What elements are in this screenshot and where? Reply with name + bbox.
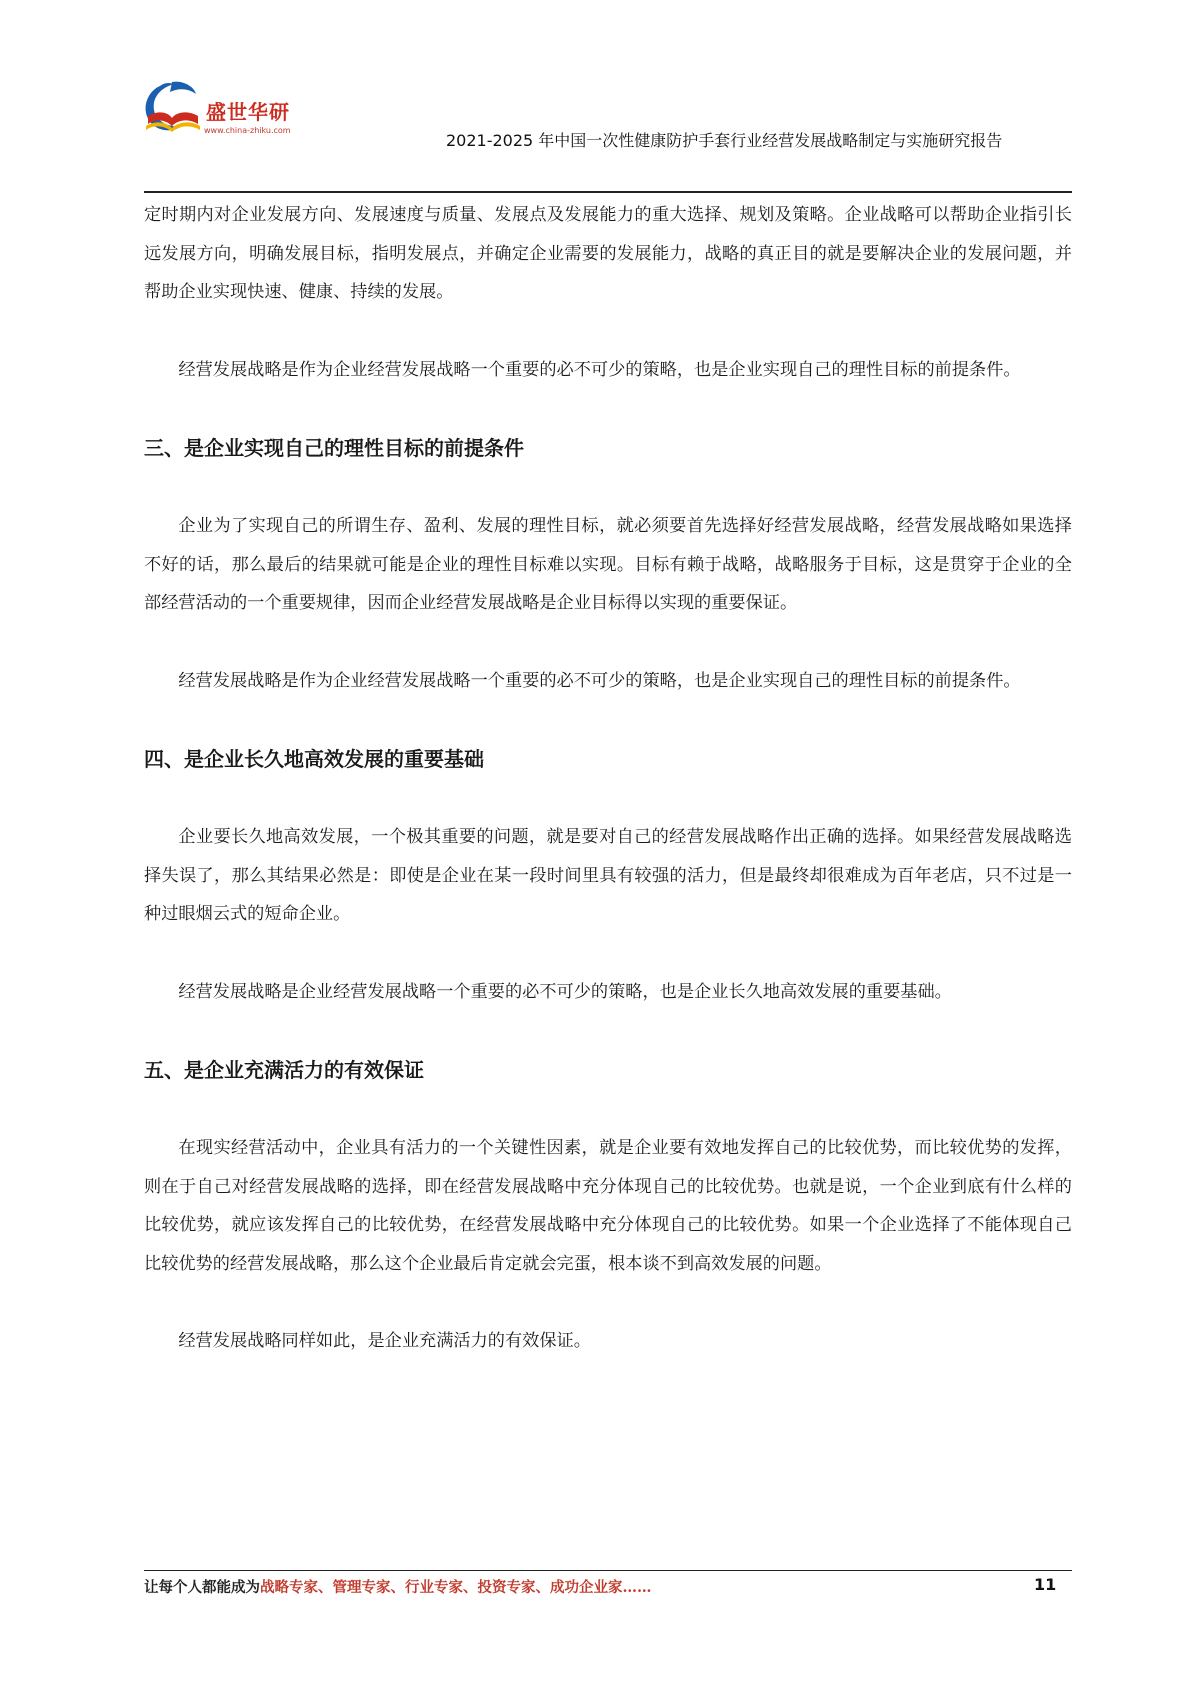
- page-number: 11: [1034, 1575, 1057, 1594]
- section-heading: 四、是企业长久地高效发展的重要基础: [144, 747, 484, 771]
- paragraph: 经营发展战略是企业经营发展战略一个重要的必不可少的策略，也是企业长久地高效发展的重要基础。: [178, 981, 952, 1002]
- page-body: [144, 196, 1072, 1361]
- paragraph: 企业为了实现自己的所谓生存、盈利、发展的理性目标，就必须要首先选择好经营发展战略，经营发展战略如果选择不好的话，那么最后的结果就可能是企业的理性目标难以实现。目标有赖于战略，战略服务于目标，这是贯穿于企业的全部经营活动的一个重要规律，因而企业经营发展战略是企业目标得以实现的重要保证。: [144, 516, 1072, 613]
- paragraph: 在现实经营活动中，企业具有活力的一个关键性因素，就是企业要有效地发挥自己的比较优势，而比较优势的发挥，则在于自己对经营发展战略的选择，即在经营发展战略中充分体现自己的比较优势。也就是说，一个企业到底有什么样的比较优势，就应该发挥自己的比较优势，在经营发展战略中充分体现自己的比较优势。如果一个企业选择了不能体现自己比较优势的经营发展战略，那么这个企业最后肯定就会完蛋，根本谈不到高效发展的问题。: [144, 1138, 1072, 1274]
- brand-name: 盛世华研: [206, 100, 290, 124]
- report-title: 2021-2025 年中国一次性健康防护手套行业经营发展战略制定与实施研究报告: [446, 131, 1003, 150]
- section-heading: 五、是企业充满活力的有效保证: [144, 1058, 424, 1082]
- slogan-prefix: 让每个人都能成为: [144, 1579, 260, 1596]
- paragraph: 经营发展战略是作为企业经营发展战略一个重要的必不可少的策略，也是企业实现自己的理性目标的前提条件。: [178, 670, 1021, 691]
- section-heading: 三、是企业实现自己的理性目标的前提条件: [144, 436, 524, 460]
- slogan-roles: 战略专家、管理专家、行业专家、投资专家、成功企业家……: [260, 1579, 652, 1596]
- header-divider: [144, 191, 1072, 193]
- paragraph: 经营发展战略同样如此，是企业充满活力的有效保证。: [178, 1331, 591, 1351]
- footer-slogan: [144, 1576, 652, 1597]
- paragraph: 定时期内对企业发展方向、发展速度与质量、发展点及发展能力的重大选择、规划及策略。企业战略可以帮助企业指引长远发展方向，明确发展目标，指明发展点，并确定企业需要的发展能力，战略的真正目的就是要解决企业的发展问题，并帮助企业实现快速、健康、持续的发展。: [144, 205, 1072, 302]
- footer-divider: [144, 1570, 1072, 1571]
- brand-url: www.china-zhiku.com: [204, 126, 291, 135]
- paragraph: 经营发展战略是作为企业经营发展战略一个重要的必不可少的策略，也是企业实现自己的理性目标的前提条件。: [178, 359, 1021, 380]
- paragraph: 企业要长久地高效发展，一个极其重要的问题，就是要对自己的经营发展战略作出正确的选择。如果经营发展战略选择失误了，那么其结果必然是：即使是企业在某一段时间里具有较强的活力，但是最终却很难成为百年老店，只不过是一种过眼烟云式的短命企业。: [144, 827, 1072, 924]
